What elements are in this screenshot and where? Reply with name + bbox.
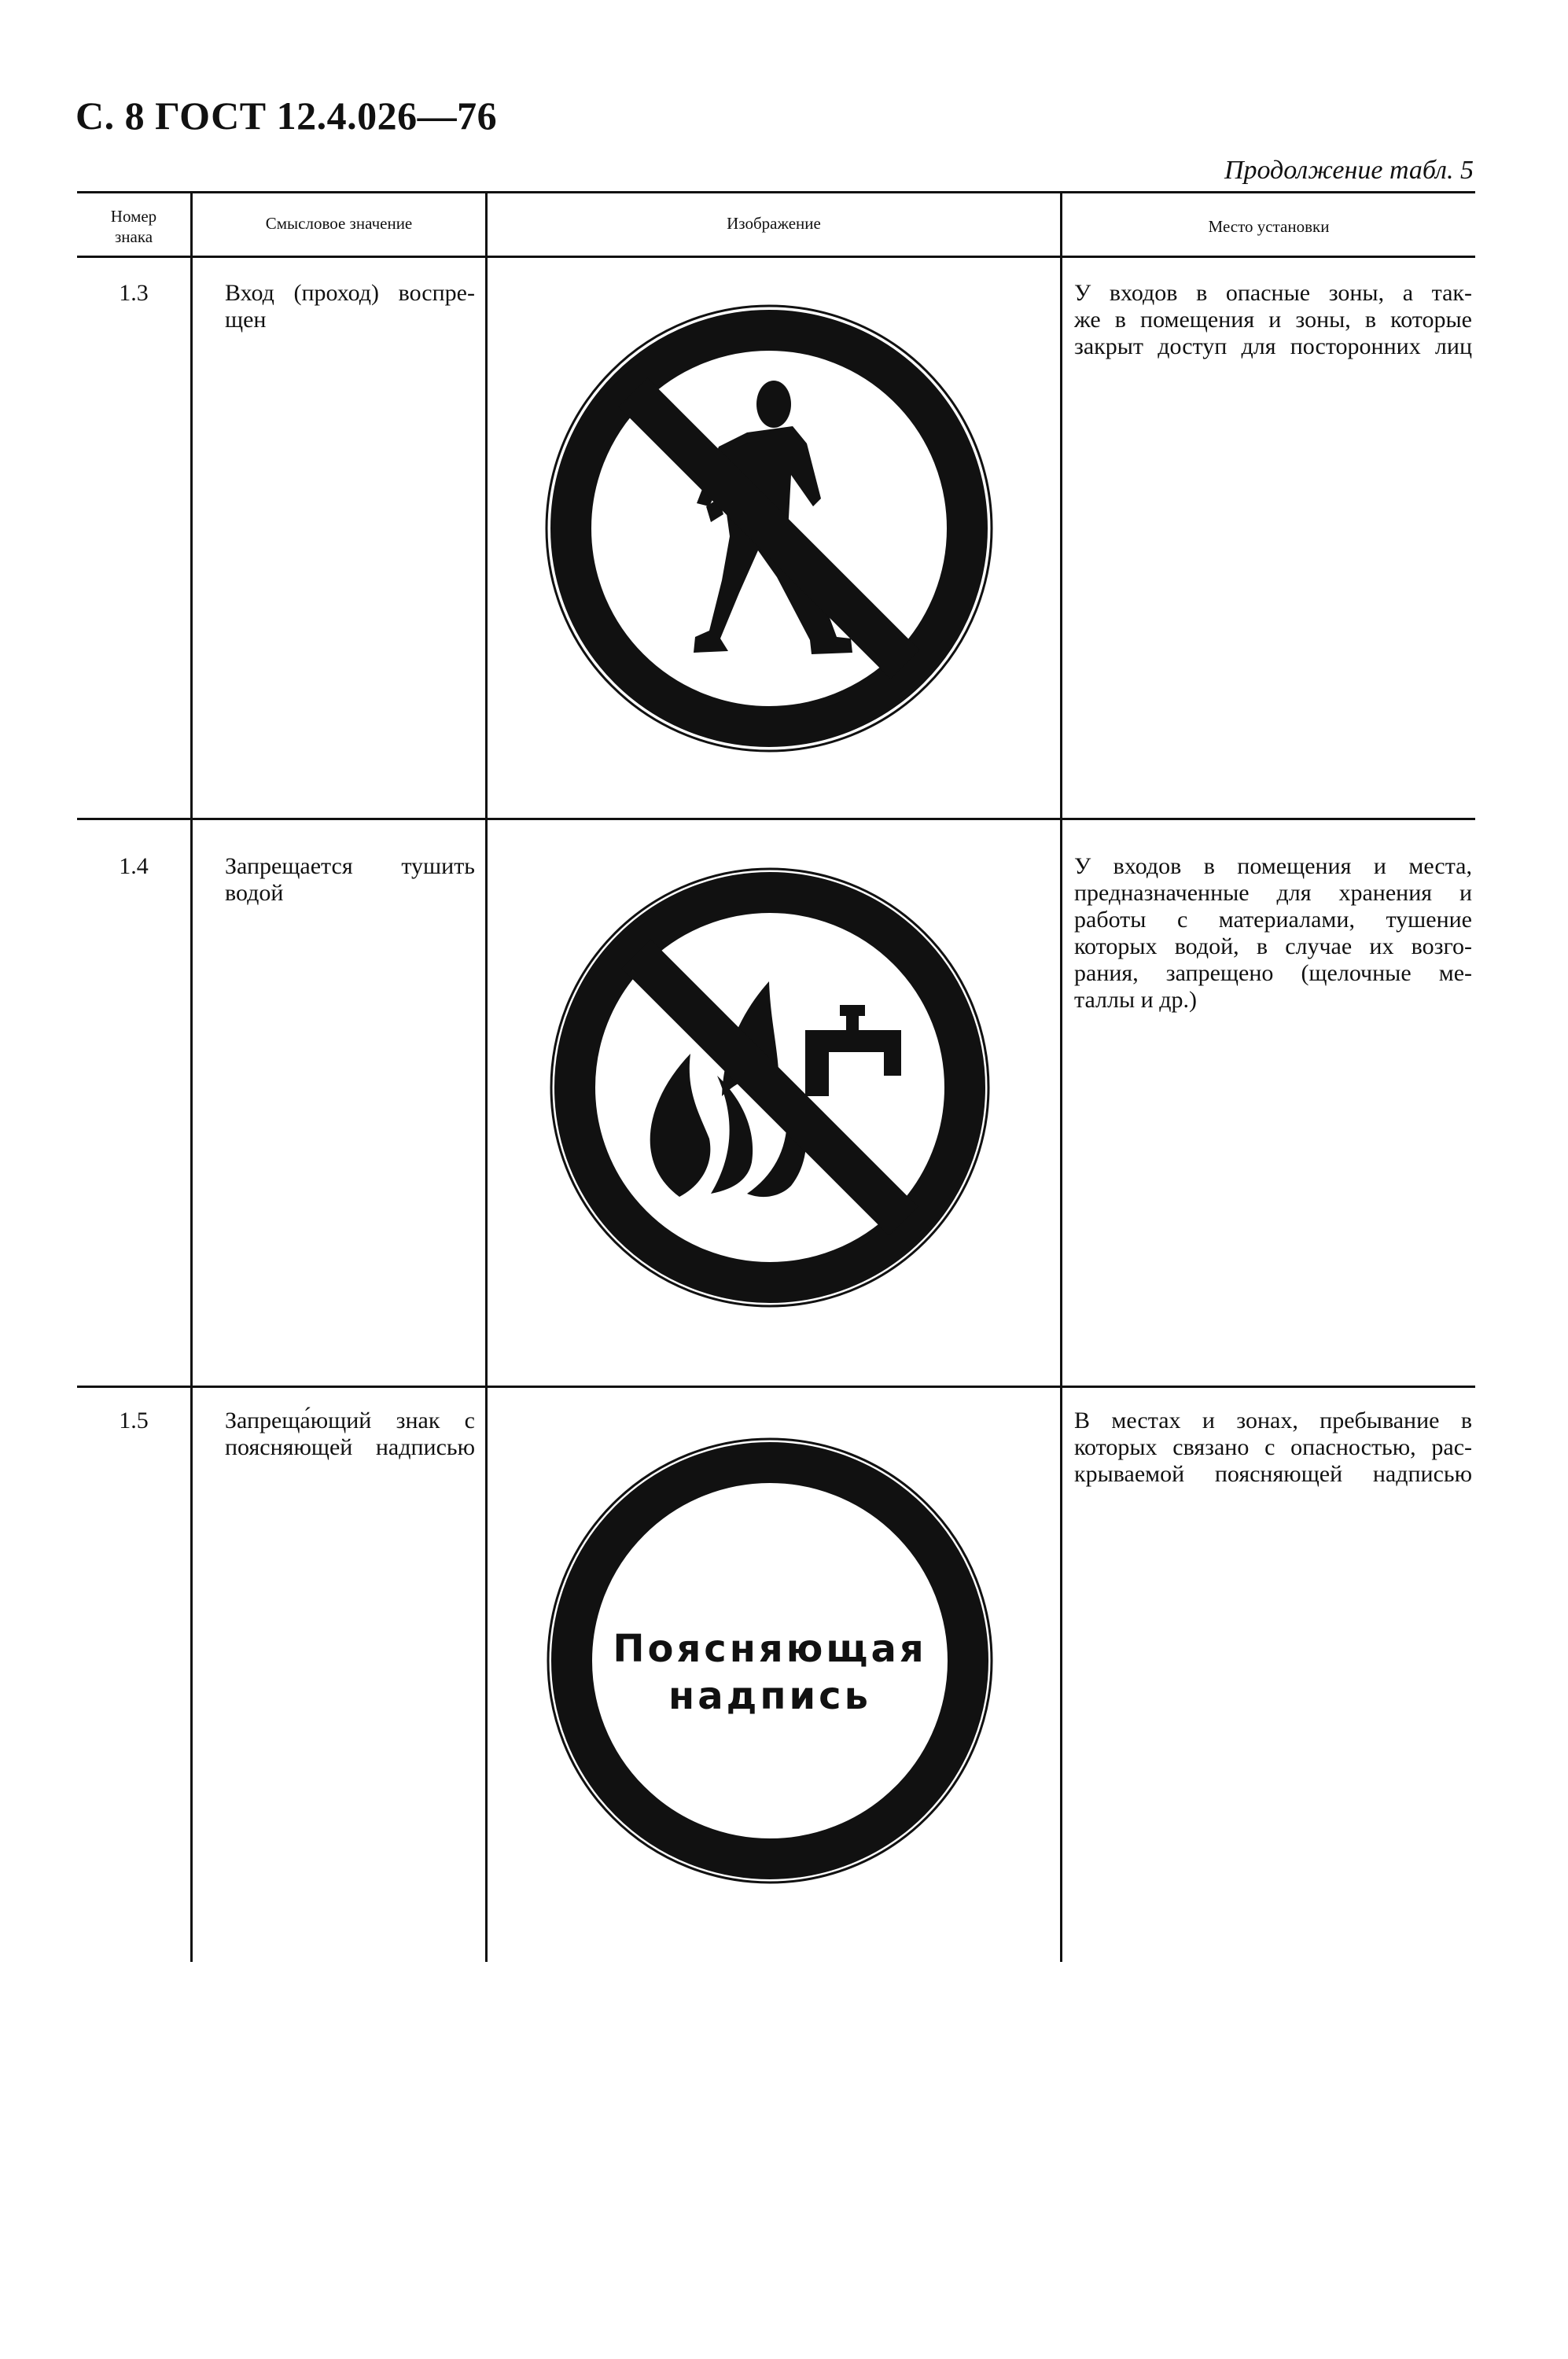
place-line: которых водой, в случае их возго- <box>1074 933 1472 959</box>
place-line: рания, запрещено (щелочные ме- <box>1074 960 1472 986</box>
prohibition-sign-with-text-icon <box>544 1435 996 1886</box>
place-line: предназначенные для хранения и <box>1074 880 1472 906</box>
table-top-rule <box>77 191 1475 193</box>
meaning-line: водой <box>225 880 284 906</box>
meaning-line: Запрещается тушить <box>225 853 475 879</box>
page-title: С. 8 ГОСТ 12.4.026—76 <box>75 94 498 138</box>
sign-meaning <box>225 853 475 907</box>
header-image: Изображение <box>727 214 821 233</box>
header-place: Место установки <box>1208 217 1330 236</box>
column-divider <box>1060 191 1062 1962</box>
sign-number: 1.5 <box>119 1408 149 1433</box>
header-meaning: Смысловое значение <box>265 214 413 233</box>
sign-number: 1.4 <box>119 853 149 879</box>
place-line: которых связано с опасностью, рас- <box>1074 1434 1472 1460</box>
meaning-line: поясняющей надписью <box>225 1434 475 1460</box>
sign-meaning <box>225 280 475 333</box>
header-number-line: знака <box>114 227 153 246</box>
column-divider <box>190 191 193 1962</box>
meaning-line: Вход (проход) воспре- <box>225 280 475 306</box>
no-water-extinguishing-icon <box>546 863 994 1312</box>
row-divider <box>77 1386 1475 1388</box>
sign-placement <box>1074 280 1472 360</box>
place-line: В местах и зонах, пребывание в <box>1074 1408 1472 1433</box>
place-line: закрыт доступ для посторонних лиц <box>1074 333 1472 359</box>
sign-meaning <box>225 1408 475 1461</box>
header-bottom-rule <box>77 256 1475 258</box>
explanatory-text-line: надпись <box>668 1674 871 1718</box>
place-line: У входов в опасные зоны, а так- <box>1074 280 1472 306</box>
header-number-line: Номер <box>110 207 157 226</box>
no-entry-person-icon <box>541 300 997 756</box>
place-line: У входов в помещения и места, <box>1074 853 1472 879</box>
table-caption: Продолжение табл. 5 <box>1224 156 1474 185</box>
explanatory-text-line: Поясняющая <box>613 1627 927 1671</box>
place-line: же в помещения и зоны, в которые <box>1074 307 1472 333</box>
row-divider <box>77 818 1475 820</box>
place-line: крываемой поясняющей надписью <box>1074 1461 1472 1487</box>
meaning-line: щен <box>225 307 267 333</box>
sign-placement <box>1074 1408 1472 1488</box>
place-line: работы с материалами, тушение <box>1074 907 1472 933</box>
sign-number: 1.3 <box>119 280 149 306</box>
sign-placement <box>1074 853 1472 1014</box>
column-divider <box>485 191 488 1962</box>
place-line: таллы и др.) <box>1074 987 1197 1013</box>
meaning-line: Запреща́ющий знак с <box>225 1408 475 1433</box>
header-number <box>77 206 190 247</box>
